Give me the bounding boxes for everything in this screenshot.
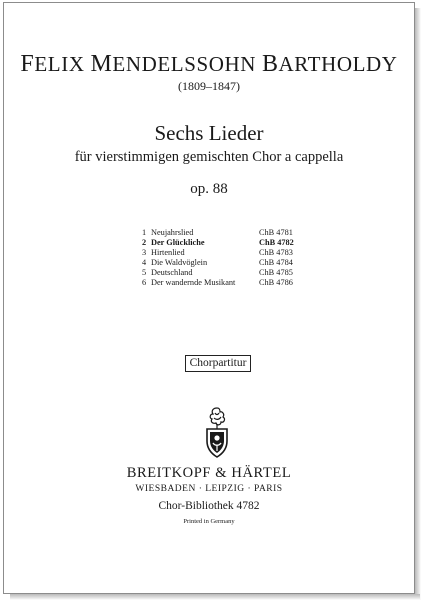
work-title: Sechs Lieder [154, 121, 264, 145]
composer-name: FELIX MENDELSSOHN BARTHOLDY [20, 51, 398, 77]
song-name: Der wandernde Musikant [151, 278, 236, 287]
song-list-item [142, 268, 302, 278]
song-number: 1 [142, 228, 147, 237]
song-catalog-code: ChB 4786 [259, 278, 293, 287]
song-name: Hirtenlied [151, 248, 185, 257]
song-list-item [142, 278, 302, 288]
song-list-item [142, 248, 302, 258]
page-shadow-bottom [10, 594, 420, 600]
song-number: 4 [142, 258, 147, 267]
song-catalog-code: ChB 4781 [259, 228, 293, 237]
page-shadow-right [415, 8, 421, 600]
song-number: 6 [142, 278, 147, 287]
song-list-item [142, 228, 302, 238]
printed-note: Printed in Germany [183, 518, 235, 525]
song-name: Neujahrslied [151, 228, 194, 237]
song-number: 3 [142, 248, 147, 257]
song-name: Die Waldvöglein [151, 258, 208, 267]
song-number: 5 [142, 268, 147, 277]
song-catalog-code: ChB 4784 [259, 258, 293, 267]
opus-number: op. 88 [190, 181, 228, 197]
song-list [142, 228, 302, 288]
song-number: 2 [142, 238, 147, 247]
song-catalog-code: ChB 4783 [259, 248, 293, 257]
edition-type-label: Chorpartitur [185, 355, 251, 372]
publisher-emblem-icon [201, 405, 233, 459]
song-catalog-code: ChB 4782 [259, 238, 294, 247]
song-name: Der Glückliche [151, 238, 205, 247]
song-name: Deutschland [151, 268, 193, 277]
series-number: Chor-Bibliothek 4782 [158, 500, 260, 512]
song-list-item [142, 258, 302, 268]
publisher-name: BREITKOPF & HÄRTEL [126, 465, 292, 481]
song-list-item-current [142, 238, 302, 248]
work-subtitle: für vierstimmigen gemischten Chor a cappella [74, 149, 344, 165]
song-catalog-code: ChB 4785 [259, 268, 293, 277]
composer-dates: (1809–1847) [178, 79, 240, 93]
publisher-cities: WIESBADEN · LEIPZIG · PARIS [135, 484, 283, 494]
score-cover-page [3, 2, 415, 594]
